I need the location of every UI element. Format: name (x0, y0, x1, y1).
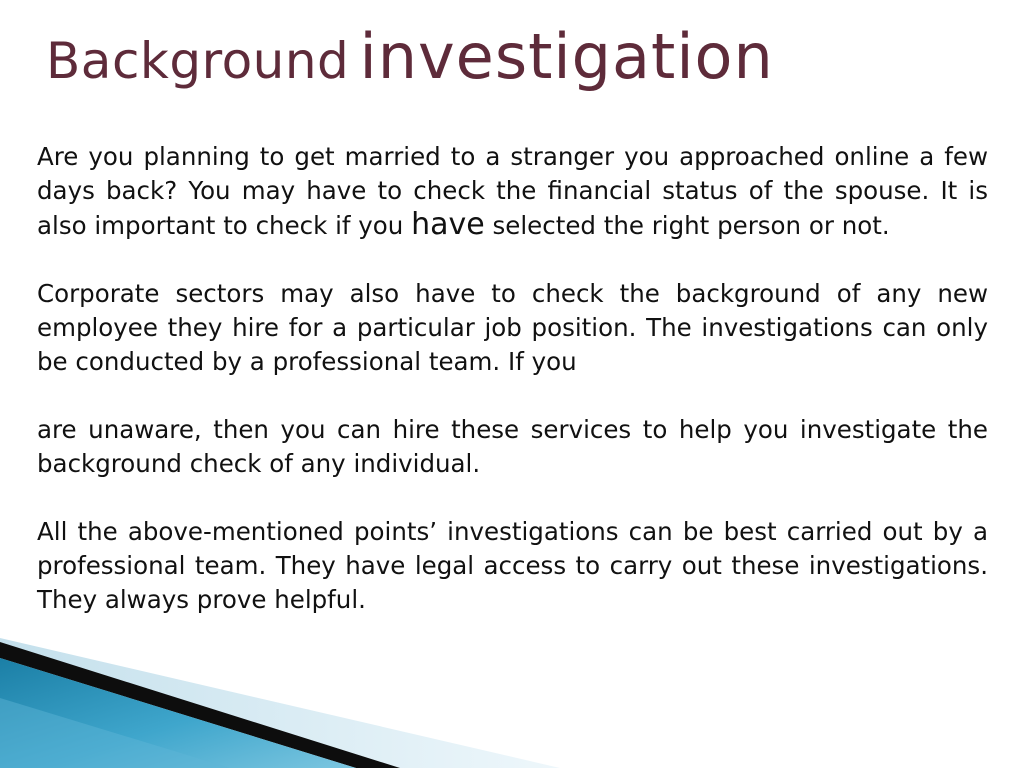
slide-title (46, 20, 774, 93)
title-word-background: Background (46, 32, 350, 90)
paragraph-1-text-a: Are you planning to get married to a stranger you approached online a few days back? You may have to check the financial status of the spouse. It is also important to check if you (37, 142, 988, 240)
decor-blue-highlight (0, 698, 230, 768)
decor-light-swoosh (0, 638, 560, 768)
paragraph-3: are unaware, then you can hire these services to help you investigate the background check of any individual. (37, 415, 988, 478)
paragraph-4: All the above-mentioned points’ investigations can be best carried out by a professional team. They have legal access to carry out these investigations. They always prove helpful. (37, 517, 988, 614)
corner-decoration (0, 638, 1024, 768)
paragraph-1-text-b: selected the right person or not. (484, 211, 890, 240)
title-word-investigation: investigation (359, 20, 774, 93)
paragraph-1 (37, 140, 988, 243)
decor-blue-wedge (0, 658, 356, 768)
decor-dark-stripe (0, 642, 400, 768)
paragraph-1-emphasis: have (411, 207, 485, 242)
slide-body (37, 140, 988, 617)
paragraph-2: Corporate sectors may also have to check the background of any new employee they hire for a particular job position. The investigations can only be conducted by a professional team. If you (37, 279, 988, 376)
